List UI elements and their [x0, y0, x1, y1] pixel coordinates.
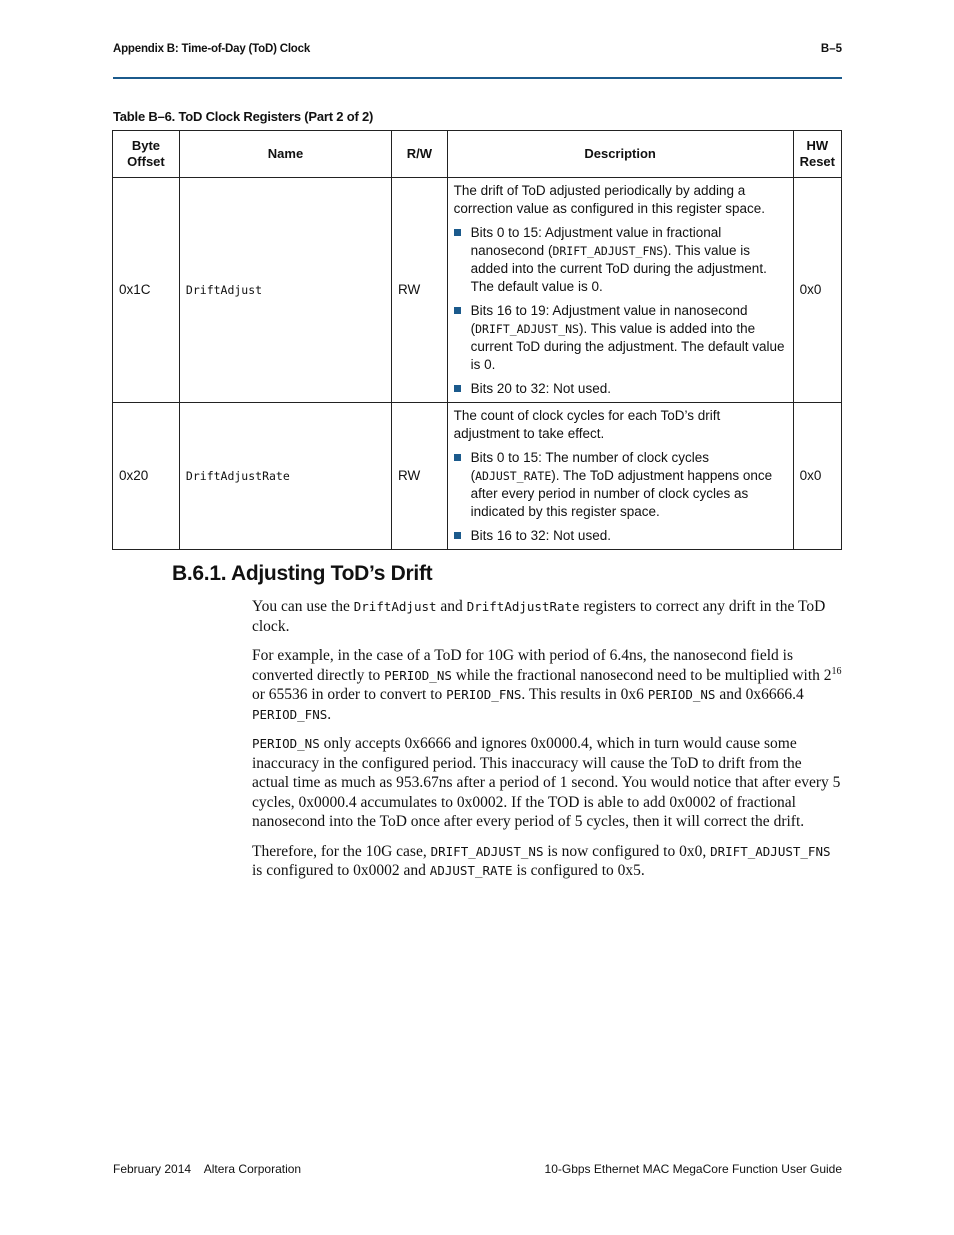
bullet-square-icon	[454, 454, 461, 461]
code-text: DRIFT_ADJUST_NS	[430, 843, 544, 859]
cell-rw: RW	[392, 403, 448, 550]
description-intro: The drift of ToD adjusted periodically by adding a correction value as configured in this register space.	[453, 183, 766, 216]
code-text: PERIOD_NS	[252, 736, 320, 751]
page-number: B–5	[820, 43, 842, 55]
code-text: DriftAdjustRate	[466, 599, 580, 614]
list-item: Bits 16 to 32: Not used.	[454, 527, 787, 545]
registers-table	[112, 130, 842, 550]
cell-name	[179, 178, 391, 403]
register-name: DriftAdjust	[185, 283, 263, 297]
code-text: ADJUST_RATE	[429, 863, 513, 878]
code-text: DRIFT_ADJUST_FNS	[552, 244, 664, 258]
bullet-square-icon	[454, 385, 461, 392]
paragraph-3: PERIOD_NS only accepts 0x6666 and ignores 0x0000.4, which in turn would cause some inaccuracy in the configured period. This inaccuracy will cause the ToD to drift from the actual time as much as 953.67ns after a period of 1 second. You would notice that after every 5 cycles, 0x0000.4 accumulates to 0x0002. If the TOD is able to add 0x0002 of fractional nanosecond into the ToD once after every period of 5 cycles, then it will correct the drift.	[252, 735, 841, 830]
col-header-byte-offset	[113, 131, 180, 178]
col-header-reset-line2: Reset	[799, 154, 835, 169]
col-header-offset-line1: Byte	[131, 138, 161, 153]
running-header-title: Appendix B: Time-of-Day (ToD) Clock	[113, 43, 311, 55]
code-text: PERIOD_FNS	[446, 687, 522, 702]
code-text: DRIFT_ADJUST_NS	[475, 322, 579, 336]
bullet-square-icon	[454, 532, 461, 539]
list-item: Bits 0 to 15: The number of clock cycles (ADJUST_RATE). The ToD adjustment happens once after every period in number of clock cycles as indicated by this register space.	[454, 449, 787, 521]
list-item: Bits 0 to 15: Adjustment value in fractional nanosecond (DRIFT_ADJUST_FNS). This value is added into the current ToD during the adjustment. The default value is 0.	[454, 224, 787, 296]
table-header-row	[113, 131, 842, 178]
section-heading: B.6.1. Adjusting ToD’s Drift	[172, 562, 433, 585]
bullet-square-icon	[454, 307, 461, 314]
col-header-name: Name	[179, 131, 391, 178]
cell-reset: 0x0	[793, 403, 841, 550]
list-item: Bits 16 to 19: Adjustment value in nanosecond (DRIFT_ADJUST_NS). This value is added into the current ToD during the adjustment. The default value is 0.	[454, 302, 787, 374]
code-text: PERIOD_NS	[647, 687, 716, 702]
code-text: PERIOD_NS	[384, 667, 452, 683]
code-text: DriftAdjust	[353, 599, 437, 614]
code-text: DRIFT_ADJUST_FNS	[710, 843, 831, 859]
code-text: ADJUST_RATE	[475, 469, 552, 483]
col-header-rw: R/W	[392, 131, 448, 178]
cell-description	[447, 178, 793, 403]
bullet-list	[454, 224, 787, 398]
section-body	[252, 597, 842, 891]
table-row	[113, 178, 842, 403]
footer-date-company: February 2014 Altera Corporation	[113, 1162, 302, 1176]
header-rule	[113, 77, 842, 79]
col-header-offset-line2: Offset	[127, 154, 165, 169]
list-item: Bits 20 to 32: Not used.	[454, 380, 787, 398]
bullet-list	[454, 449, 787, 545]
paragraph-2: For example, in the case of a ToD for 10G with period of 6.4ns, the nanosecond field is converted directly to PERIOD_NS while the fractional nanosecond need to be multiplied with $2^{16}$ or 65536 in order to convert to PERIOD_FNS. This results in 0x6 PERIOD_NS and 0x6666.4 PERIOD_FNS.	[252, 647, 842, 723]
cell-offset: 0x20	[113, 403, 180, 550]
cell-name	[179, 403, 391, 550]
col-header-description: Description	[447, 131, 793, 178]
code-text: PERIOD_FNS	[252, 706, 328, 722]
footer-guide-title: 10-Gbps Ethernet MAC MegaCore Function User Guide	[544, 1162, 842, 1176]
cell-rw: RW	[392, 178, 448, 403]
table-row	[113, 403, 842, 550]
table-caption: Table B–6. ToD Clock Registers (Part 2 of 2)	[113, 109, 374, 124]
paragraph-1: You can use the DriftAdjust and DriftAdjustRate registers to correct any drift in the ToD clock.	[252, 598, 826, 635]
paragraph-4: Therefore, for the 10G case, DRIFT_ADJUST_NS is now configured to 0x0, DRIFT_ADJUST_FNS is configured to 0x0002 and ADJUST_RATE is configured to 0x5.	[252, 842, 831, 879]
register-name: DriftAdjustRate	[185, 469, 290, 483]
description-intro: The count of clock cycles for each ToD’s drift adjustment to take effect.	[453, 408, 721, 441]
col-header-reset-line1: HW	[806, 138, 829, 153]
bullet-square-icon	[454, 229, 461, 236]
cell-description	[447, 403, 793, 550]
col-header-hw-reset	[793, 131, 841, 178]
cell-reset: 0x0	[793, 178, 841, 403]
cell-offset: 0x1C	[113, 178, 180, 403]
superscript: 16	[831, 665, 842, 677]
